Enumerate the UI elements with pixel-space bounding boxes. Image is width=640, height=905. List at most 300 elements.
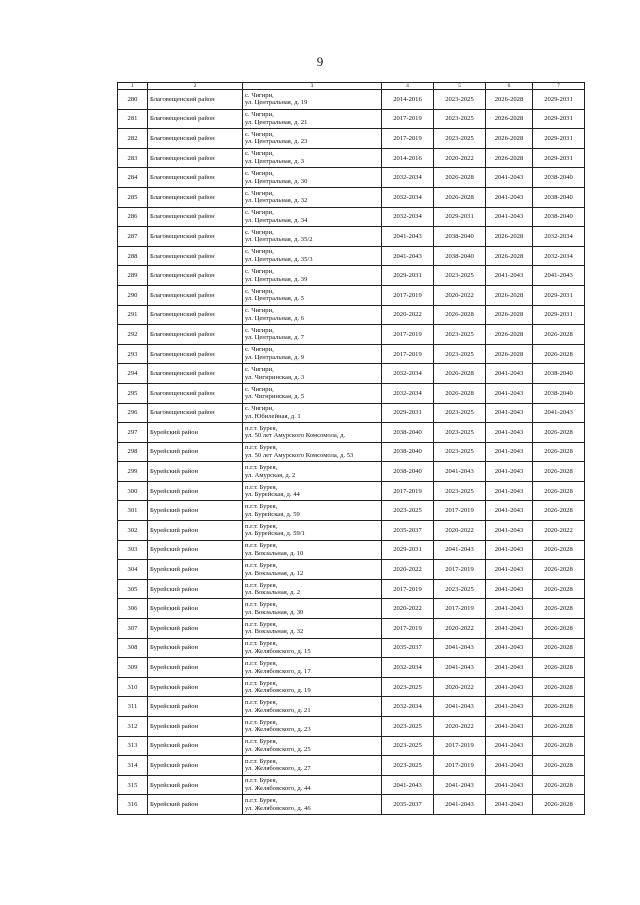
period-col7: 2029-2031 [533,148,585,168]
column-number: 7 [533,83,585,90]
table-row [118,403,585,423]
period-col7: 2026-2028 [533,717,585,737]
address-street: ул. Центральная, д. 39 [245,275,308,283]
period-col4: 2017-2019 [382,285,434,305]
address-street: ул. Центральная, д. 34 [245,216,308,224]
period-col6: 2041-2043 [486,442,533,462]
row-number: 315 [118,775,148,795]
address-street: ул. Бурейская, д. 44 [245,491,300,499]
period-col4: 2041-2043 [382,246,434,266]
period-col4: 2017-2019 [382,481,434,501]
district-cell: Благовещенский район [148,246,243,266]
period-col5: 2017-2019 [434,560,486,580]
row-number: 292 [118,325,148,345]
period-col7: 2026-2028 [533,795,585,815]
district-cell: Бурейский район [148,658,243,678]
row-number: 313 [118,736,148,756]
table-row [118,383,585,403]
address-cell [243,795,382,815]
address-cell [243,521,382,541]
period-col5: 2041-2043 [434,462,486,482]
address-cell [243,207,382,227]
period-col5: 2038-2040 [434,246,486,266]
period-col7: 2032-2034 [533,227,585,247]
address-locality: с. Чигири, [245,307,274,315]
period-col5: 2026-2028 [434,305,486,325]
row-number: 287 [118,227,148,247]
period-col7: 2038-2040 [533,168,585,188]
table-row [118,207,585,227]
row-number: 284 [118,168,148,188]
period-col4: 2017-2019 [382,579,434,599]
period-col5: 2041-2043 [434,697,486,717]
period-col7: 2029-2031 [533,109,585,129]
address-cell [243,599,382,619]
address-locality: п.г.т. Бурея, [245,738,278,746]
period-col6: 2026-2028 [486,148,533,168]
table-row [118,540,585,560]
district-cell: Бурейский район [148,579,243,599]
table-row [118,677,585,697]
district-cell: Бурейский район [148,736,243,756]
district-cell: Благовещенский район [148,168,243,188]
address-cell [243,109,382,129]
table-row [118,579,585,599]
period-col7: 2026-2028 [533,775,585,795]
table-row [118,717,585,737]
period-col7: 2041-2043 [533,266,585,286]
table-row [118,344,585,364]
row-number: 311 [118,697,148,717]
row-number: 288 [118,246,148,266]
period-col6: 2026-2028 [486,325,533,345]
address-street: ул. Юбилейная, д. 1 [245,412,301,420]
district-cell: Бурейский район [148,619,243,639]
period-col4: 2032-2034 [382,658,434,678]
address-locality: п.г.т. Бурея, [245,777,278,785]
table-row [118,305,585,325]
district-cell: Благовещенский район [148,266,243,286]
period-col5: 2023-2025 [434,403,486,423]
period-col7: 2026-2028 [533,344,585,364]
row-number: 285 [118,187,148,207]
period-col6: 2026-2028 [486,90,533,110]
period-col4: 2035-2037 [382,521,434,541]
period-col5: 2041-2043 [434,775,486,795]
period-col7: 2026-2028 [533,501,585,521]
district-cell: Благовещенский район [148,403,243,423]
period-col5: 2041-2043 [434,658,486,678]
period-col6: 2041-2043 [486,619,533,639]
period-col6: 2041-2043 [486,423,533,443]
period-col6: 2041-2043 [486,462,533,482]
table-row [118,227,585,247]
period-col5: 2026-2028 [434,168,486,188]
district-cell: Благовещенский район [148,207,243,227]
district-cell: Благовещенский район [148,305,243,325]
period-col4: 2029-2031 [382,540,434,560]
period-col6: 2041-2043 [486,383,533,403]
address-street: ул. Желябовского, д. 44 [245,785,311,793]
period-col5: 2038-2040 [434,227,486,247]
period-col6: 2041-2043 [486,717,533,737]
table-row [118,187,585,207]
address-cell [243,579,382,599]
period-col5: 2020-2022 [434,677,486,697]
period-col4: 2038-2040 [382,423,434,443]
address-locality: п.г.т. Бурея, [245,542,278,550]
address-street: ул. Желябовского, д. 27 [245,765,311,773]
address-cell [243,246,382,266]
period-col7: 2029-2031 [533,90,585,110]
address-street: ул. 50 лет Амурского Комсомола, д. [245,432,346,440]
period-col4: 2032-2034 [382,207,434,227]
period-col6: 2041-2043 [486,677,533,697]
address-street: ул. Центральная, д. 35/2 [245,236,313,244]
row-number: 299 [118,462,148,482]
district-cell: Бурейский район [148,697,243,717]
period-col4: 2014-2016 [382,148,434,168]
address-locality: п.г.т. Бурея, [245,699,278,707]
address-cell [243,481,382,501]
table-row [118,148,585,168]
table-row [118,246,585,266]
row-number: 280 [118,90,148,110]
address-cell [243,756,382,776]
period-col6: 2026-2028 [486,109,533,129]
address-locality: с. Чигири, [245,130,274,138]
table-row [118,658,585,678]
period-col7: 2029-2031 [533,129,585,149]
address-cell [243,383,382,403]
period-col6: 2041-2043 [486,579,533,599]
address-locality: с. Чигири, [245,150,274,158]
period-col4: 2041-2043 [382,775,434,795]
period-col5: 2026-2028 [434,383,486,403]
period-col6: 2041-2043 [486,481,533,501]
address-cell [243,187,382,207]
address-cell [243,266,382,286]
table-row [118,423,585,443]
table-row [118,775,585,795]
address-cell [243,619,382,639]
row-number: 291 [118,305,148,325]
district-cell: Бурейский район [148,481,243,501]
address-locality: с. Чигири, [245,189,274,197]
period-col6: 2041-2043 [486,501,533,521]
period-col5: 2020-2022 [434,285,486,305]
period-col5: 2023-2025 [434,266,486,286]
column-number: 2 [148,83,243,90]
address-locality: с. Чигири, [245,91,274,99]
table-row [118,168,585,188]
period-col7: 2026-2028 [533,325,585,345]
period-col5: 2026-2028 [434,364,486,384]
address-cell [243,717,382,737]
address-locality: с. Чигири, [245,170,274,178]
period-col5: 2023-2025 [434,579,486,599]
row-number: 309 [118,658,148,678]
row-number: 297 [118,423,148,443]
address-street: ул. Центральная, д. 3 [245,158,305,166]
period-col7: 2026-2028 [533,658,585,678]
district-cell: Бурейский район [148,521,243,541]
table-row [118,325,585,345]
address-cell [243,423,382,443]
period-col4: 2017-2019 [382,344,434,364]
period-col5: 2026-2028 [434,187,486,207]
period-col6: 2041-2043 [486,560,533,580]
row-number: 314 [118,756,148,776]
address-locality: с. Чигири, [245,111,274,119]
address-locality: с. Чигири, [245,405,274,413]
period-col4: 2029-2031 [382,266,434,286]
period-col6: 2041-2043 [486,795,533,815]
period-col4: 2032-2034 [382,364,434,384]
district-cell: Бурейский район [148,717,243,737]
table-row [118,90,585,110]
table-row [118,638,585,658]
address-locality: с. Чигири, [245,248,274,256]
period-col6: 2026-2028 [486,227,533,247]
period-col4: 2041-2043 [382,227,434,247]
period-col7: 2026-2028 [533,677,585,697]
table-row [118,501,585,521]
period-col5: 2017-2019 [434,599,486,619]
period-col5: 2020-2022 [434,619,486,639]
period-col4: 2020-2022 [382,305,434,325]
period-col7: 2026-2028 [533,599,585,619]
row-number: 303 [118,540,148,560]
period-col5: 2020-2022 [434,148,486,168]
table-row [118,481,585,501]
period-col7: 2038-2040 [533,187,585,207]
address-cell [243,560,382,580]
address-street: ул. Центральная, д. 6 [245,314,305,322]
period-col5: 2020-2022 [434,717,486,737]
address-locality: п.г.т. Бурея, [245,503,278,511]
address-cell [243,775,382,795]
address-locality: п.г.т. Бурея, [245,718,278,726]
row-number: 286 [118,207,148,227]
district-cell: Бурейский район [148,560,243,580]
district-cell: Бурейский район [148,442,243,462]
period-col5: 2023-2025 [434,109,486,129]
address-locality: п.г.т. Бурея, [245,581,278,589]
period-col4: 2017-2019 [382,109,434,129]
address-locality: с. Чигири, [245,385,274,393]
address-locality: с. Чигири, [245,366,274,374]
address-locality: п.г.т. Бурея, [245,463,278,471]
table-row [118,599,585,619]
period-col4: 2035-2037 [382,638,434,658]
address-cell [243,344,382,364]
period-col6: 2026-2028 [486,305,533,325]
period-col7: 2038-2040 [533,383,585,403]
period-col6: 2041-2043 [486,697,533,717]
page-number: 9 [316,54,324,69]
period-col5: 2023-2025 [434,129,486,149]
period-col5: 2041-2043 [434,540,486,560]
period-col5: 2020-2022 [434,521,486,541]
address-cell [243,658,382,678]
period-col5: 2023-2025 [434,423,486,443]
column-number: 4 [382,83,434,90]
address-locality: п.г.т. Бурея, [245,601,278,609]
period-col6: 2041-2043 [486,364,533,384]
schedule-table [117,82,585,815]
period-col6: 2041-2043 [486,187,533,207]
table-row [118,795,585,815]
address-street: ул. Желябовского, д. 25 [245,745,311,753]
period-col6: 2041-2043 [486,756,533,776]
address-cell [243,227,382,247]
column-number: 6 [486,83,533,90]
table-row [118,756,585,776]
period-col4: 2029-2031 [382,403,434,423]
district-cell: Благовещенский район [148,344,243,364]
row-number: 283 [118,148,148,168]
period-col4: 2023-2025 [382,736,434,756]
district-cell: Бурейский район [148,638,243,658]
address-locality: с. Чигири, [245,268,274,276]
column-number-row [118,83,585,90]
address-street: ул. Желябовского, д. 15 [245,647,311,655]
period-col6: 2041-2043 [486,266,533,286]
address-locality: п.г.т. Бурея, [245,620,278,628]
table-row [118,109,585,129]
column-number: 1 [118,83,148,90]
address-cell [243,638,382,658]
address-street: ул. Бурейская, д. 59 [245,510,300,518]
address-locality: п.г.т. Бурея, [245,640,278,648]
address-street: ул. Желябовского, д. 21 [245,706,311,714]
district-cell: Благовещенский район [148,148,243,168]
period-col4: 2038-2040 [382,462,434,482]
address-cell [243,148,382,168]
district-cell: Благовещенский район [148,90,243,110]
row-number: 293 [118,344,148,364]
period-col4: 2032-2034 [382,383,434,403]
district-cell: Бурейский район [148,795,243,815]
period-col6: 2026-2028 [486,246,533,266]
address-street: ул. Центральная, д. 35/3 [245,256,313,264]
district-cell: Благовещенский район [148,383,243,403]
period-col4: 2032-2034 [382,187,434,207]
row-number: 307 [118,619,148,639]
address-street: ул. Вокзальная, д. 10 [245,549,304,557]
period-col4: 2017-2019 [382,325,434,345]
address-cell [243,285,382,305]
period-col5: 2041-2043 [434,638,486,658]
district-cell: Благовещенский район [148,325,243,345]
address-street: ул. Желябовского, д. 19 [245,687,311,695]
address-locality: п.г.т. Бурея, [245,561,278,569]
period-col7: 2026-2028 [533,736,585,756]
table-row [118,560,585,580]
table-row [118,364,585,384]
period-col6: 2041-2043 [486,658,533,678]
period-col5: 2023-2025 [434,442,486,462]
row-number: 296 [118,403,148,423]
address-street: ул. Чигиринская, д. 3 [245,373,305,381]
address-street: ул. Центральная, д. 9 [245,354,305,362]
period-col4: 2020-2022 [382,560,434,580]
address-locality: с. Чигири, [245,287,274,295]
table-row [118,462,585,482]
period-col7: 2026-2028 [533,638,585,658]
period-col7: 2038-2040 [533,207,585,227]
district-cell: Благовещенский район [148,129,243,149]
period-col4: 2020-2022 [382,599,434,619]
address-cell [243,697,382,717]
row-number: 312 [118,717,148,737]
address-locality: с. Чигири, [245,228,274,236]
row-number: 306 [118,599,148,619]
period-col7: 2026-2028 [533,423,585,443]
address-cell [243,364,382,384]
row-number: 305 [118,579,148,599]
address-locality: п.г.т. Бурея, [245,483,278,491]
district-cell: Бурейский район [148,540,243,560]
address-locality: с. Чигири, [245,209,274,217]
table-row [118,521,585,541]
row-number: 298 [118,442,148,462]
period-col7: 2026-2028 [533,481,585,501]
district-cell: Бурейский район [148,423,243,443]
period-col6: 2041-2043 [486,599,533,619]
address-cell [243,540,382,560]
period-col6: 2041-2043 [486,638,533,658]
period-col7: 2041-2043 [533,403,585,423]
address-street: ул. Желябовского, д. 46 [245,804,311,812]
table-row [118,266,585,286]
period-col6: 2026-2028 [486,344,533,364]
period-col7: 2026-2028 [533,442,585,462]
period-col4: 2032-2034 [382,168,434,188]
period-col7: 2029-2031 [533,285,585,305]
address-street: ул. Центральная, д. 23 [245,138,308,146]
address-street: ул. Бурейская, д. 59/1 [245,530,305,538]
row-number: 295 [118,383,148,403]
address-street: ул. Вокзальная, д. 2 [245,589,301,597]
district-cell: Благовещенский район [148,364,243,384]
period-col6: 2041-2043 [486,775,533,795]
period-col7: 2038-2040 [533,364,585,384]
period-col4: 2017-2019 [382,129,434,149]
address-street: ул. Амурская, д. 2 [245,471,296,479]
column-number: 3 [243,83,382,90]
period-col5: 2029-2031 [434,207,486,227]
period-col7: 2026-2028 [533,462,585,482]
period-col6: 2026-2028 [486,129,533,149]
period-col7: 2026-2028 [533,756,585,776]
address-locality: с. Чигири, [245,326,274,334]
district-cell: Благовещенский район [148,227,243,247]
address-street: ул. Чигиринская, д. 5 [245,393,305,401]
address-street: ул. Центральная, д. 32 [245,197,308,205]
address-cell [243,462,382,482]
address-locality: с. Чигири, [245,346,274,354]
row-number: 281 [118,109,148,129]
district-cell: Бурейский район [148,501,243,521]
district-cell: Благовещенский район [148,187,243,207]
address-street: ул. Вокзальная, д. 12 [245,569,304,577]
period-col4: 2023-2025 [382,677,434,697]
address-cell [243,325,382,345]
table-row [118,285,585,305]
period-col7: 2026-2028 [533,619,585,639]
